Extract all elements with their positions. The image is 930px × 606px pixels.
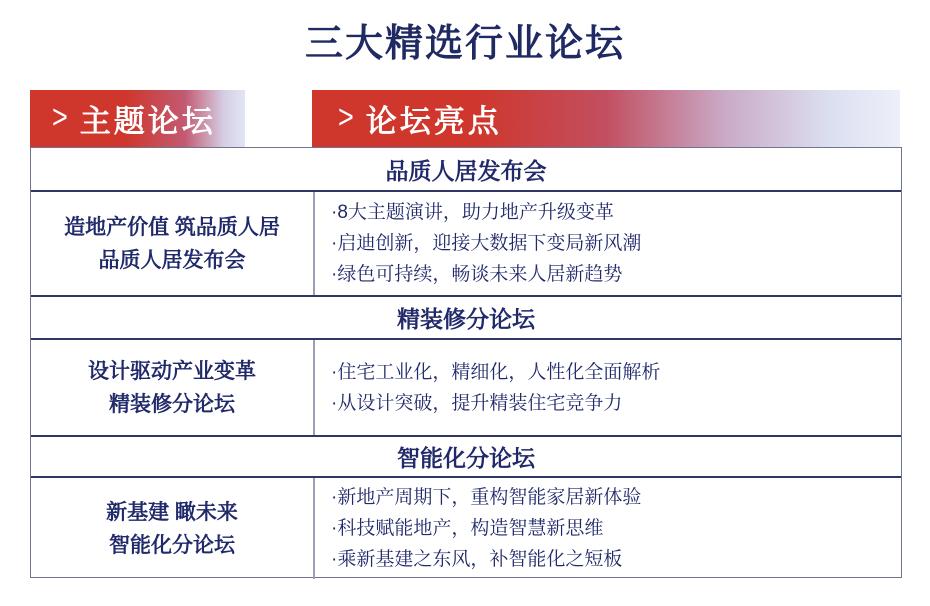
highlight-item: ·启迪创新，迎接大数据下变局新风潮: [331, 233, 642, 254]
forum-name-line: 精装修分论坛: [109, 392, 235, 416]
chevron-right-icon: >: [338, 98, 354, 136]
column-header-forum-highlights: [312, 90, 900, 147]
column-header-theme-forum: [30, 90, 245, 147]
forum-name-cell: [31, 340, 315, 435]
theme-forum-label: 主题论坛: [79, 104, 216, 139]
forum-name-cell: [31, 478, 315, 579]
forum-name-line: 新基建 瞰未来: [106, 500, 238, 524]
forum-highlights-cell: [315, 340, 901, 435]
forum-name-line: 品质人居发布会: [98, 248, 246, 272]
highlight-item: ·从设计突破，提升精装住宅竞争力: [331, 392, 623, 414]
highlight-item: ·科技赋能地产，构造智慧新思维: [331, 518, 604, 539]
forum-highlights-cell: [315, 478, 901, 579]
forum-name-line: 智能化分论坛: [109, 533, 235, 557]
chevron-right-icon: >: [52, 98, 68, 136]
forum-name-line: 设计驱动产业变革: [88, 359, 256, 383]
section-title-interior-decoration: 精装修分论坛: [31, 295, 901, 340]
forum-name-line: 造地产价值 筑品质人居: [64, 215, 280, 239]
highlight-item: ·乘新基建之东风，补智能化之短板: [331, 549, 623, 570]
highlight-item: ·住宅工业化，精细化，人性化全面解析: [331, 361, 661, 383]
forum-table: [30, 147, 902, 578]
highlight-item: ·8大主题演讲，助力地产升级变革: [331, 202, 614, 223]
highlight-item: ·绿色可持续，畅谈未来人居新趋势: [331, 264, 623, 285]
forum-name-cell: [31, 192, 315, 295]
page-title: 三大精选行业论坛: [304, 23, 625, 65]
forum-highlights-cell: [315, 192, 901, 295]
highlight-item: ·新地产周期下，重构智能家居新体验: [331, 487, 642, 508]
section-title-intelligence: 智能化分论坛: [31, 435, 901, 478]
section-title-quality-living: 品质人居发布会: [31, 148, 901, 192]
forum-highlights-label: 论坛亮点: [365, 104, 502, 139]
